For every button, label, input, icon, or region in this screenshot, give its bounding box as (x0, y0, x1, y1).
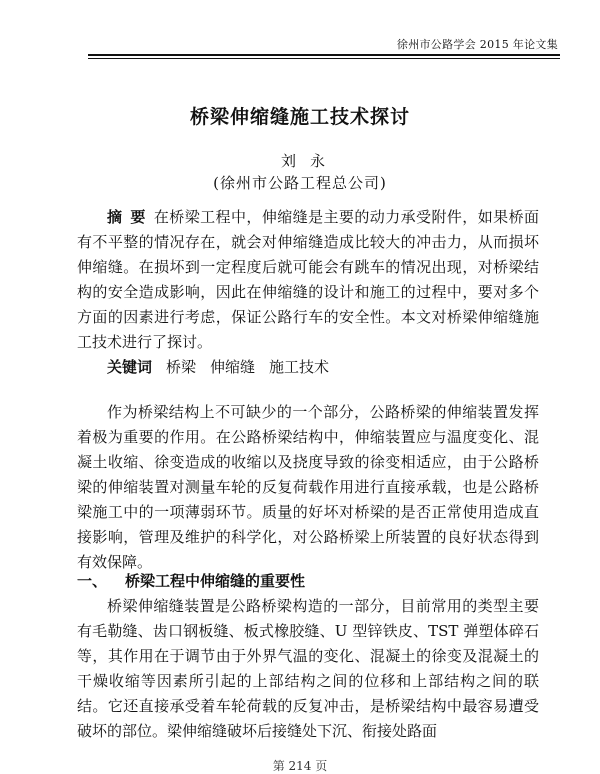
author-affiliation: (徐州市公路工程总公司) (213, 174, 387, 192)
abstract-text: 在桥梁工程中，伸缩缝是主要的动力承受附件，如果桥面有不平整的情况存在，就会对伸缩缝造成比较大的冲击力，从而损坏伸缩缝。在损坏到一定程度后就可能会有跳车的情况出现，对桥梁结构的安全造成影响，因此在伸缩缝的设计和施工的过程中，要对多个方面的因素进行考虑，保证公路行车的安全性。本文对桥梁伸缩缝施工技术进行了探讨。 (77, 208, 539, 351)
intro-paragraph: 作为桥梁结构上不可缺少的一个部分，公路桥梁的伸缩装置发挥着极为重要的作用。在公路桥梁结构中，伸缩装置应与温度变化、混凝土收缩、徐变造成的收缩以及挠度导致的徐变相适应，由于公路桥梁的伸缩装置对测量车轮的反复荷载作用进行直接承载，也是公路桥梁施工中的一项薄弱环节。质量的好坏对桥梁的是否正常使用造成直接影响，管理及维护的科学化，对公路桥梁上所装置的良好状态得到有效保障。 (77, 403, 539, 571)
section-number: 一、 (77, 572, 108, 590)
keyword-item: 伸缩缝 (210, 358, 256, 376)
keyword-item: 桥梁 (166, 358, 197, 376)
section-heading (77, 569, 539, 594)
header-rule (88, 54, 560, 59)
keywords (77, 355, 539, 380)
paper-title: 桥梁伸缩缝施工技术探讨 (189, 106, 410, 128)
running-header: 徐州市公路学会 2015 年论文集 (396, 38, 558, 51)
author-name: 刘永 (280, 152, 339, 170)
keyword-item: 施工技术 (269, 358, 330, 376)
section-body: 桥梁伸缩缝装置是公路桥梁构造的一部分，目前常用的类型主要有毛勒缝、齿口钢板缝、板式橡胶缝、U 型锌铁皮、TST 弹塑体碎石等，其作用在于调节由于外界气温的变化、混凝土的徐变及混凝土的干燥收缩等因素所引起的上部结构之间的位移和上部结构之间的联结。它还直接承受着车轮荷载的反复冲击，是桥梁结构中最容易遭受破坏的部位。梁伸缩缝破坏后接缝处下沉、衔接处路面 (77, 597, 539, 740)
page-number: 第 214 页 (272, 759, 328, 773)
section-title: 桥梁工程中伸缩缝的重要性 (125, 572, 306, 590)
keywords-label: 关键词 (107, 358, 153, 376)
abstract (77, 205, 539, 355)
abstract-label: 摘要 (107, 208, 154, 226)
